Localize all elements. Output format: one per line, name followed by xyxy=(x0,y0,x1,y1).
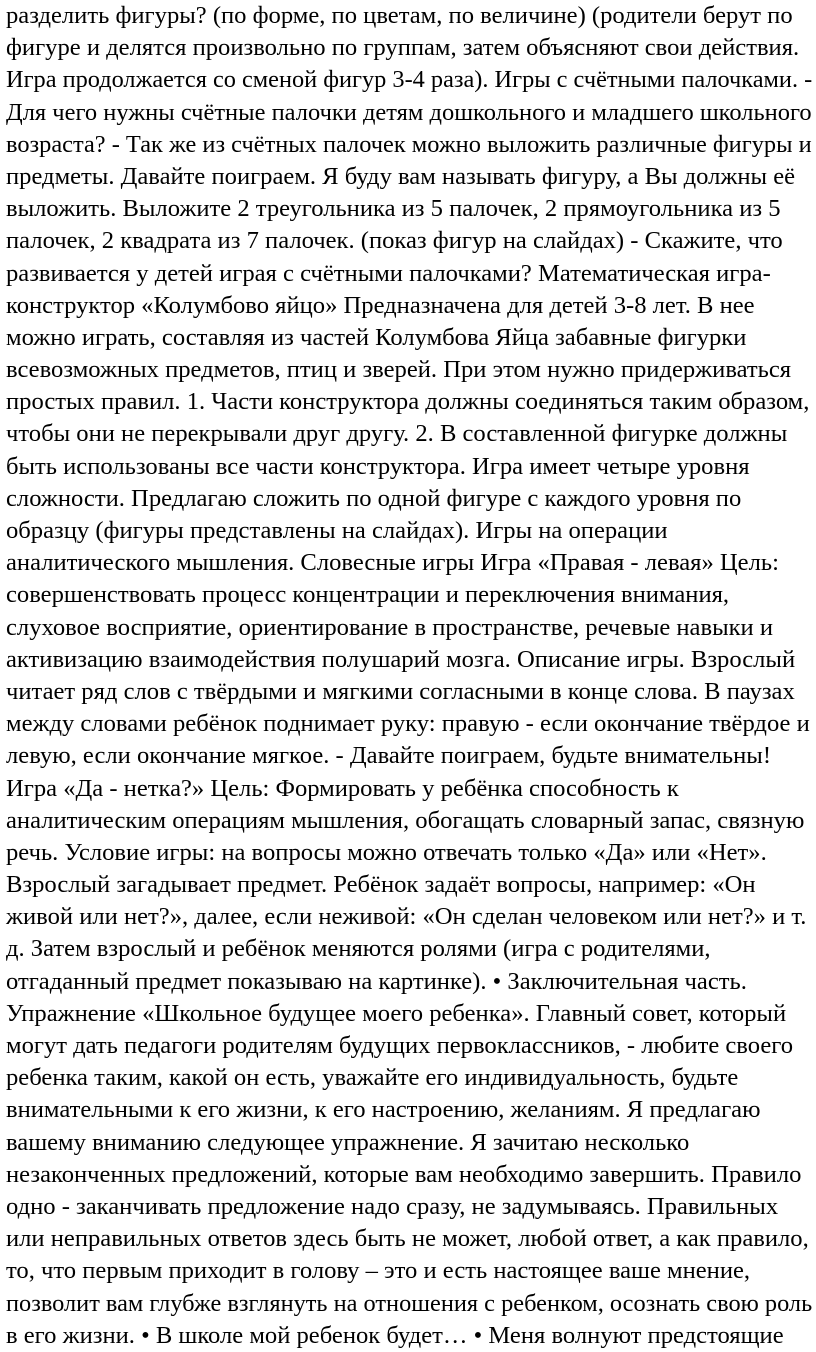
text-line: конструктор «Колумбово яйцо» Предназначена для детей 3-8 лет. В нее xyxy=(6,291,755,319)
text-line: то, что первым приходит в голову – это и есть настоящее ваше мнение, xyxy=(6,1257,751,1285)
text-line: предметы. Давайте поиграем. Я буду вам называть фигуру, а Вы должны её xyxy=(6,162,796,190)
text-line: Взрослый загадывает предмет. Ребёнок задаёт вопросы, например: «Он xyxy=(6,871,756,899)
text-line: позволит вам глубже взглянуть на отношения с ребенком, осознать свою роль xyxy=(6,1289,813,1317)
text-line: сложности. Предлагаю сложить по одной фигуре с каждого уровня по xyxy=(6,484,742,512)
text-line: или неправильных ответов здесь быть не может, любой ответ, а как правило, xyxy=(6,1225,809,1253)
text-line: разделить фигуры? (по форме, по цветам, по величине) (родители берут по xyxy=(6,2,793,29)
text-line: аналитическим операциям мышления, обогащать словарный запас, связную xyxy=(6,806,805,834)
text-line: простых правил. 1. Части конструктора должны соединяться таким образом, xyxy=(6,388,810,416)
document-page xyxy=(6,0,812,1352)
text-line: ребенка таким, какой он есть, уважайте его индивидуальность, будьте xyxy=(6,1064,739,1092)
text-line: отгаданный предмет показываю на картинке). • Заключительная часть. xyxy=(6,967,747,995)
text-line: в его жизни. • В школе мой ребенок будет… • Меня волнуют предстоящие xyxy=(6,1321,784,1349)
text-line: чтобы они не перекрывали друг другу. 2. В составленной фигурке должны xyxy=(6,420,788,448)
text-line: совершенствовать процесс концентрации и переключения внимания, xyxy=(6,581,730,609)
text-line: Игра продолжается со сменой фигур 3-4 раза). Игры с счётными палочками. - xyxy=(6,66,813,94)
text-line: д. Затем взрослый и ребёнок меняются ролями (игра с родителями, xyxy=(6,935,711,963)
text-line: аналитического мышления. Словесные игры Игра «Правая - левая» Цель: xyxy=(6,549,779,577)
text-line: незаконченных предложений, которые вам необходимо завершить. Правило xyxy=(6,1160,802,1188)
text-line: могут дать педагоги родителям будущих первоклассников, - любите своего xyxy=(6,1032,794,1059)
text-line: внимательными к его жизни, к его настроению, желаниям. Я предлагаю xyxy=(6,1096,761,1124)
text-line: читает ряд слов с твёрдыми и мягкими согласными в конце слова. В паузах xyxy=(6,677,795,705)
text-line: развивается у детей играя с счётными палочками? Математическая игра- xyxy=(6,259,771,287)
text-line: между словами ребёнок поднимает руку: правую - если окончание твёрдое и xyxy=(6,710,810,738)
text-line: активизацию взаимодействия полушарий мозга. Описание игры. Взрослый xyxy=(6,645,796,673)
text-line: палочек, 2 квадрата из 7 палочек. (показ фигур на слайдах) - Скажите, что xyxy=(6,227,783,255)
text-line: речь. Условие игры: на вопросы можно отвечать только «Да» или «Нет». xyxy=(6,838,767,866)
text-line: слуховое восприятие, ориентирование в пространстве, речевые навыки и xyxy=(6,613,774,641)
text-line: выложить. Выложите 2 треугольника из 5 палочек, 2 прямоугольника из 5 xyxy=(6,195,781,223)
text-line: Для чего нужны счётные палочки детям дошкольного и младшего школьного xyxy=(6,98,812,126)
text-line: всевозможных предметов, птиц и зверей. При этом нужно придерживаться xyxy=(6,356,792,384)
text-line: живой или нет?», далее, если неживой: «Он сделан человеком или нет?» и т. xyxy=(6,903,807,931)
text-line: возраста? - Так же из счётных палочек можно выложить различные фигуры и xyxy=(6,130,812,158)
text-line: быть использованы все части конструктора. Игра имеет четыре уровня xyxy=(6,452,750,480)
text-line: одно - заканчивать предложение надо сразу, не задумываясь. Правильных xyxy=(6,1192,779,1220)
text-line: фигуре и делятся произвольно по группам, затем объясняют свои действия. xyxy=(6,34,800,62)
text-line: левую, если окончание мягкое. - Давайте поиграем, будьте внимательны! xyxy=(6,742,772,770)
text-line: можно играть, составляя из частей Колумбова Яйца забавные фигурки xyxy=(6,323,747,351)
text-line: образцу (фигуры представлены на слайдах). Игры на операции xyxy=(6,517,668,544)
text-line: Игра «Да - нетка?» Цель: Формировать у ребёнка способность к xyxy=(6,774,679,802)
text-line: вашему вниманию следующее упражнение. Я зачитаю несколько xyxy=(6,1128,690,1156)
text-line: Упражнение «Школьное будущее моего ребенка». Главный совет, который xyxy=(6,999,787,1027)
